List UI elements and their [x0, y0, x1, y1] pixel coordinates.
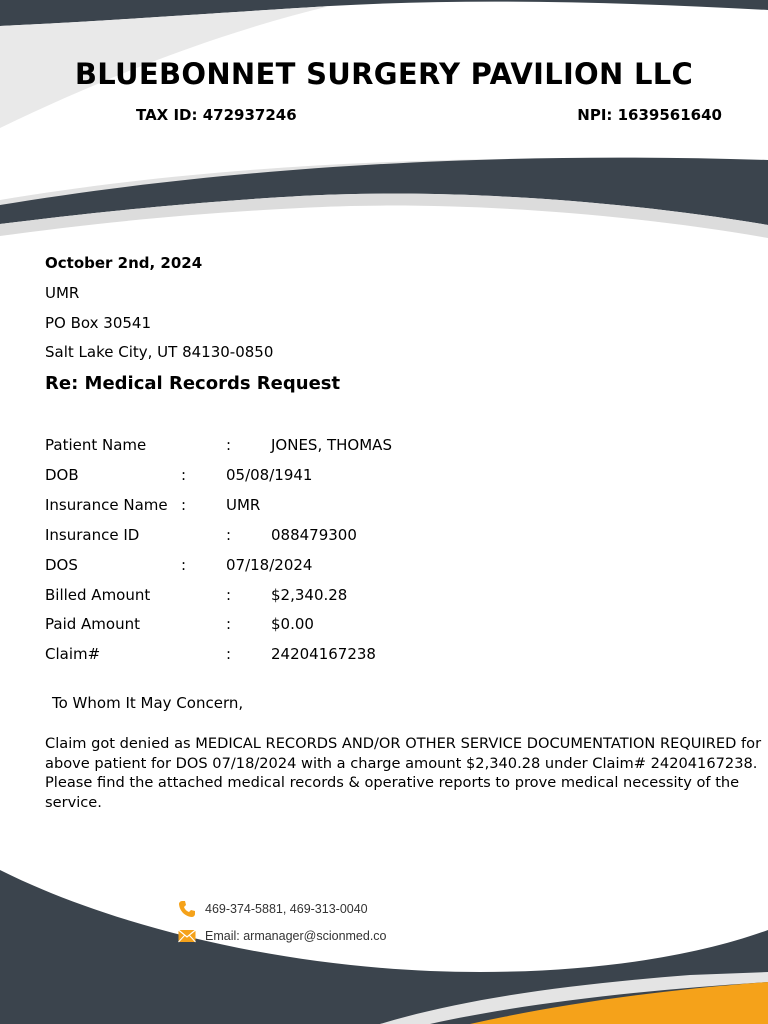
field-colon: : — [181, 556, 187, 574]
field-value: UMR — [226, 496, 261, 514]
recipient-address-line1: PO Box 30541 — [45, 314, 151, 332]
field-dos — [45, 556, 565, 576]
envelope-icon — [178, 927, 196, 945]
field-value: 05/08/1941 — [226, 466, 313, 484]
phone-icon — [178, 900, 196, 918]
field-colon: : — [181, 466, 187, 484]
salutation: To Whom It May Concern, — [52, 694, 244, 712]
tax-id: TAX ID: 472937246 — [136, 106, 297, 124]
field-value: 088479300 — [271, 526, 357, 544]
field-label: Insurance Name — [45, 496, 168, 514]
field-patient-name — [45, 436, 565, 456]
field-value: $2,340.28 — [271, 586, 348, 604]
field-value: $0.00 — [271, 615, 314, 633]
field-label: Billed Amount — [45, 586, 151, 604]
company-name: BLUEBONNET SURGERY PAVILION LLC — [74, 57, 694, 91]
field-colon: : — [226, 615, 232, 633]
field-value: 24204167238 — [271, 645, 376, 663]
field-claim-number — [45, 645, 565, 665]
field-colon: : — [226, 586, 232, 604]
letter-subject: Re: Medical Records Request — [45, 373, 341, 394]
field-billed-amount — [45, 586, 565, 606]
letter-body: Claim got denied as MEDICAL RECORDS AND/OR OTHER SERVICE DOCUMENTATION REQUIRED for above patient for DOS 07/18/2024 with a charge amount $2,340.28 under Claim# 24204167238. Please find the attached medical records & operative reports to prove medical necessity of the service. — [45, 735, 762, 811]
field-label: DOS — [45, 556, 78, 574]
field-paid-amount — [45, 615, 565, 635]
field-value: 07/18/2024 — [226, 556, 313, 574]
phone-numbers: 469-374-5881, 469-313-0040 — [205, 902, 368, 916]
field-label: Patient Name — [45, 436, 147, 454]
letter-date: October 2nd, 2024 — [45, 254, 203, 272]
field-colon: : — [226, 645, 232, 663]
footer-email — [178, 927, 387, 945]
field-colon: : — [226, 436, 232, 454]
field-dob — [45, 466, 565, 486]
field-label: Insurance ID — [45, 526, 140, 544]
field-insurance-name — [45, 496, 565, 516]
field-label: DOB — [45, 466, 79, 484]
email-address: Email: armanager@scionmed.co — [205, 929, 387, 943]
recipient-name: UMR — [45, 284, 80, 302]
field-label: Claim# — [45, 645, 101, 663]
field-value: JONES, THOMAS — [271, 436, 392, 454]
field-label: Paid Amount — [45, 615, 140, 633]
footer-phone — [178, 900, 368, 918]
field-colon: : — [181, 496, 187, 514]
npi-number: NPI: 1639561640 — [577, 106, 722, 124]
field-insurance-id — [45, 526, 565, 546]
recipient-address-line2: Salt Lake City, UT 84130-0850 — [45, 343, 274, 361]
field-colon: : — [226, 526, 232, 544]
